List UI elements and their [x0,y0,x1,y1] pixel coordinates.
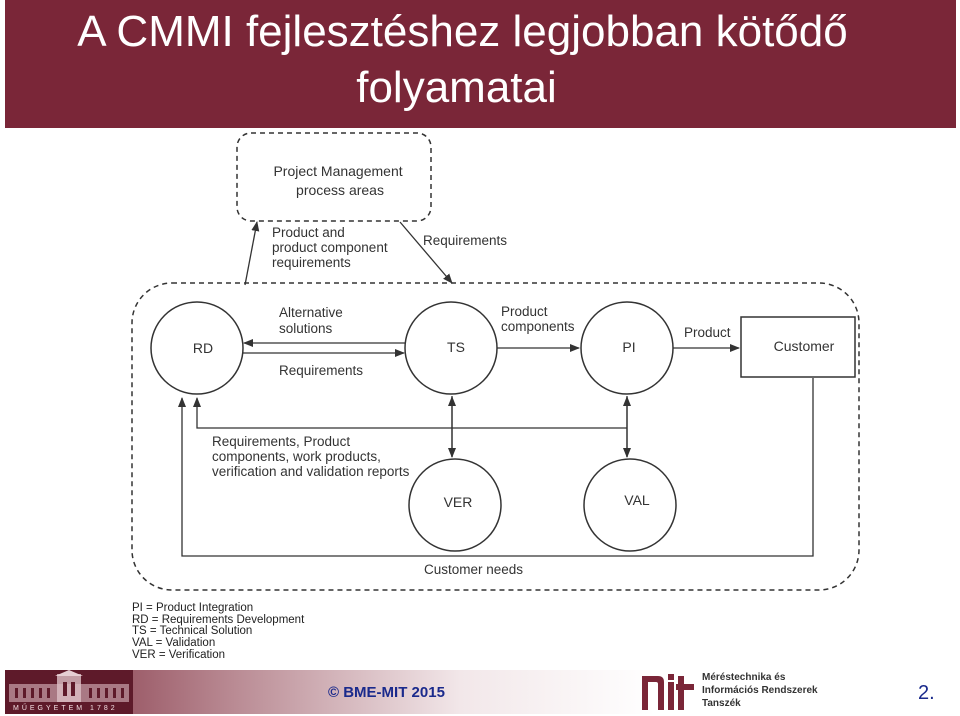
slide-title-line-2: folyamatai [356,63,557,112]
university-caption: MŰEGYETEM 1782 [13,705,118,712]
pi-node-label: PI [622,339,636,355]
label-customer-needs: Customer needs [424,562,524,577]
feedback-line [197,398,627,428]
project-management-label [273,163,406,198]
pm-label-line-2: process areas [296,182,384,198]
ver-node-label: VER [443,494,473,510]
university-logo [5,670,133,714]
pm-label-line-1: Project Management [273,163,403,179]
label-requirements-rd-ts: Requirements [279,363,364,378]
rd-node-label: RD [192,340,214,356]
arrow-to-pm-left [245,222,257,285]
mit-logo-icon [640,672,696,712]
customer-node-label: Customer [773,338,835,354]
department-name [702,671,818,710]
label-work-products: Requirements, Product components, work products, verification and validation reports [212,434,410,479]
department-line: Méréstechnika és [702,672,786,683]
label-alternative-solutions: Alternative solutions [279,305,343,336]
val-node-label: VAL [624,492,650,508]
abbreviation-legend [132,603,304,662]
slide-title-line-1: A CMMI fejlesztéshez legjobban kötődő [77,7,848,56]
department-line: Tanszék [702,698,741,709]
page-number: 2. [918,682,935,704]
legend-item: PI = Product Integration [132,602,254,614]
label-requirements-to-pm: Requirements [423,233,508,248]
department-line: Információs Rendszerek [702,685,818,696]
label-product-components: Product components [501,304,575,334]
label-product: Product [684,325,731,340]
legend-item: TS = Technical Solution [132,625,253,638]
university-building-icon [5,670,133,704]
copyright-text: © BME-MIT 2015 [328,684,445,701]
legend-item: RD = Requirements Development [132,613,305,626]
legend-item: VER = Verification [132,648,226,661]
arrow-to-pm-right [400,222,452,283]
slide-footer [0,668,960,716]
legend-item: VAL = Validation [132,637,216,650]
label-product-component-requirements: Product and product component requirements [272,225,388,270]
ts-node-label: TS [447,339,465,355]
